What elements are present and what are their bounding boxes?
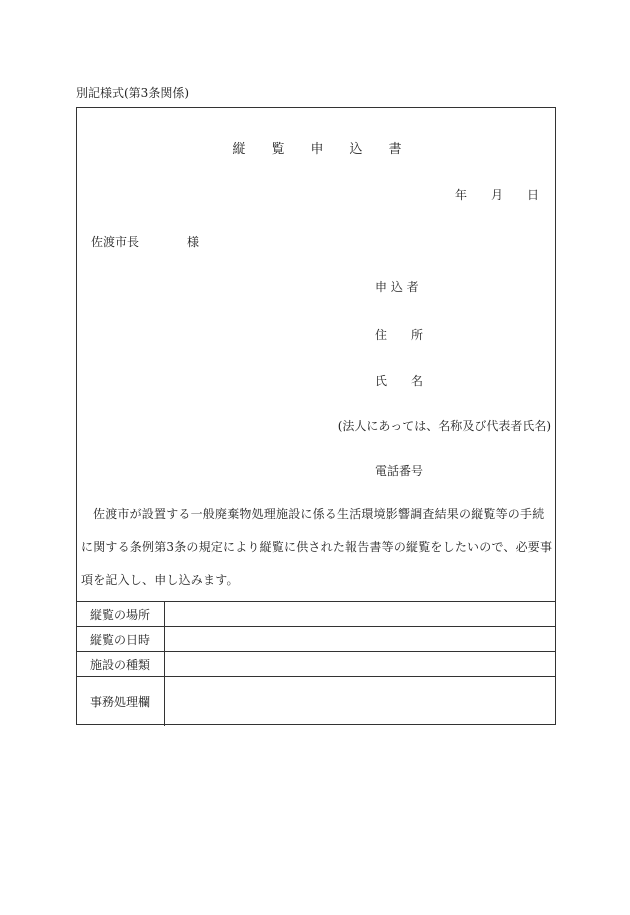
applicant-address-label: 住 所 (375, 328, 424, 342)
table-row (76, 602, 556, 627)
table-row (76, 627, 556, 652)
table-row (76, 677, 556, 727)
row-value-facility-type[interactable] (165, 652, 557, 677)
date-line: 年 月 日 (454, 188, 539, 202)
row-label-facility-type: 施設の種類 (76, 652, 165, 677)
row-value-datetime[interactable] (165, 627, 557, 652)
addressee: 佐渡市長 様 (91, 235, 200, 249)
table-row (76, 652, 556, 677)
application-statement: 佐渡市が設置する一般廃棄物処理施設に係る生活環境影響調査結果の縦覧等の手続に関する条例第3条の規定により縦覧に供された報告書等の縦覧をしたいので、必要事項を記入し、申し込みます。 (81, 507, 553, 587)
form-title: 縦 覧 申 込 書 (232, 142, 402, 157)
applicant-header: 申 込 者 (375, 280, 419, 294)
row-label-office-use: 事務処理欄 (76, 677, 165, 727)
corporation-note: (法人にあっては、名称及び代表者氏名) (337, 419, 551, 433)
row-value-location[interactable] (165, 602, 557, 627)
row-value-office-use (165, 677, 557, 727)
applicant-name-label: 氏 名 (375, 374, 424, 388)
row-label-datetime: 縦覧の日時 (76, 627, 165, 652)
application-form-frame (76, 107, 556, 725)
form-code: 別記様式(第3条関係) (76, 86, 189, 100)
row-label-location: 縦覧の場所 (76, 602, 165, 627)
detail-table (76, 601, 556, 726)
applicant-phone-label: 電話番号 (375, 464, 424, 478)
